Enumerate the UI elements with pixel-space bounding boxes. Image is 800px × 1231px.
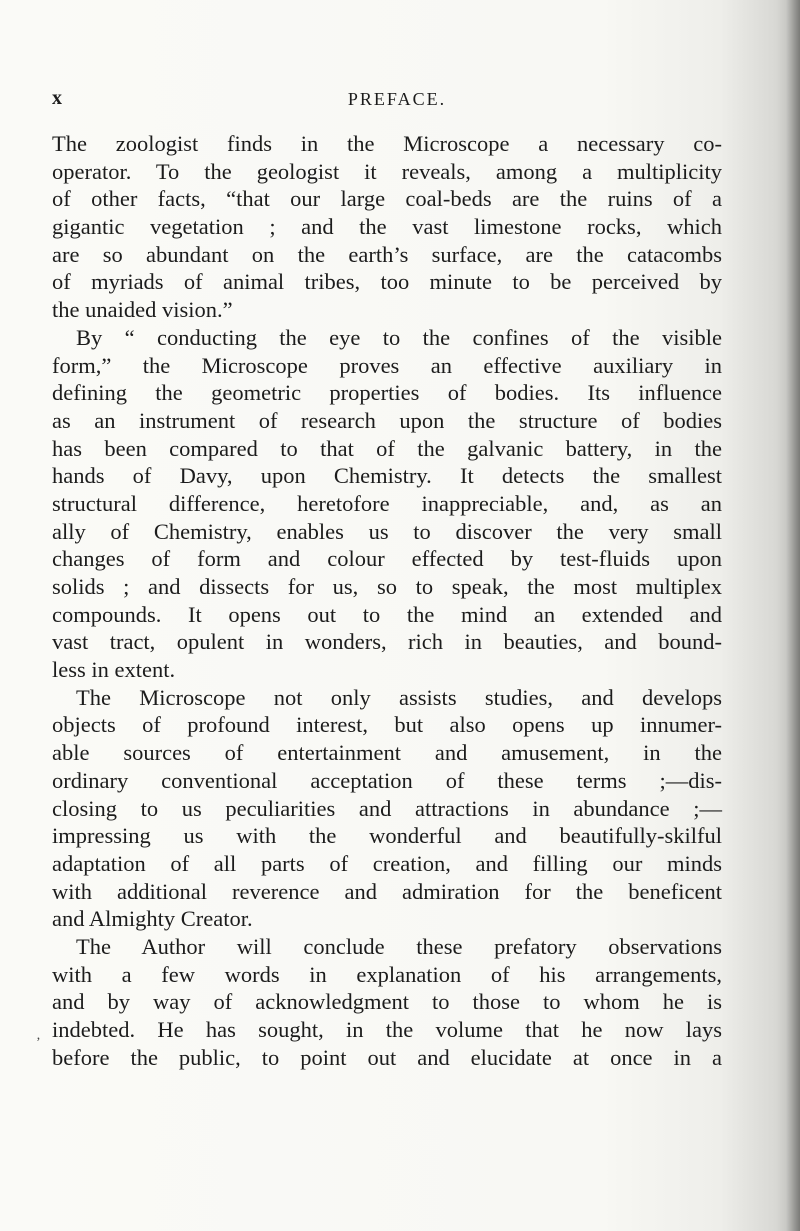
- text-line: The Microscope not only assists studies, and develops: [76, 684, 722, 710]
- text-line: and by way of acknowledgment to those to whom he is: [52, 989, 722, 1015]
- text-line: solids ; and dissects for us, so to speak, the most multiplex: [52, 574, 722, 599]
- page-folio: x: [52, 87, 63, 109]
- text-line: structural difference, heretofore inappreciable, and, as an: [52, 490, 722, 516]
- text-line: ally of Chemistry, enables us to discover the very small: [52, 518, 722, 544]
- text-line: objects of profound interest, but also opens up innumer-: [52, 712, 722, 738]
- text-line: and Almighty Creator.: [52, 906, 253, 932]
- text-line: able sources of entertainment and amusement, in the: [52, 740, 722, 766]
- margin-mark: ‚: [36, 1028, 41, 1043]
- text-line: defining the geometric properties of bodies. Its influence: [52, 380, 722, 406]
- text-line: before the public, to point out and elucidate at once in a: [52, 1044, 722, 1070]
- text-line: with a few words in explanation of his arrangements,: [52, 961, 722, 987]
- text-line: operator. To the geologist it reveals, among a multiplicity: [52, 158, 722, 184]
- text-line: hands of Davy, upon Chemistry. It detects the smallest: [52, 463, 722, 489]
- text-line: impressing us with the wonderful and beautifully-skilful: [52, 823, 722, 849]
- text-line: has been compared to that of the galvanic battery, in the: [52, 435, 722, 461]
- text-line: the unaided vision.”: [52, 297, 233, 323]
- text-line: adaptation of all parts of creation, and filling our minds: [52, 850, 722, 876]
- text-line: with additional reverence and admiration for the beneficent: [52, 878, 722, 904]
- text-line: ordinary conventional acceptation of these terms ;—dis-: [52, 767, 722, 793]
- page-header: [52, 85, 752, 117]
- text-line: vast tract, opulent in wonders, rich in beauties, and bound-: [52, 629, 722, 655]
- text-line: gigantic vegetation ; and the vast limestone rocks, which: [52, 214, 722, 240]
- text-line: less in extent.: [52, 657, 176, 683]
- text-line: as an instrument of research upon the structure of bodies: [52, 407, 722, 433]
- text-line: form,” the Microscope proves an effective auxiliary in: [52, 352, 722, 378]
- text-line: are so abundant on the earth’s surface, are the catacombs: [52, 241, 722, 267]
- text-line: compounds. It opens out to the mind an extended and: [52, 601, 722, 627]
- page-edge-shadow: [786, 0, 800, 1231]
- text-line: By “ conducting the eye to the confines of the visible: [76, 324, 722, 350]
- text-line: changes of form and colour effected by test-fluids upon: [52, 546, 722, 572]
- text-line: The Author will conclude these prefatory observations: [76, 933, 722, 959]
- text-line: of other facts, “that our large coal-beds are the ruins of a: [52, 186, 722, 212]
- text-line: The zoologist finds in the Microscope a necessary co-: [52, 131, 722, 156]
- preface-text: [52, 130, 722, 1071]
- text-line: of myriads of animal tribes, too minute to be perceived by: [52, 269, 722, 295]
- text-line: indebted. He has sought, in the volume that he now lays: [52, 1017, 722, 1042]
- text-line: closing to us peculiarities and attractions in abundance ;—: [52, 795, 722, 821]
- running-head: PREFACE.: [347, 89, 447, 109]
